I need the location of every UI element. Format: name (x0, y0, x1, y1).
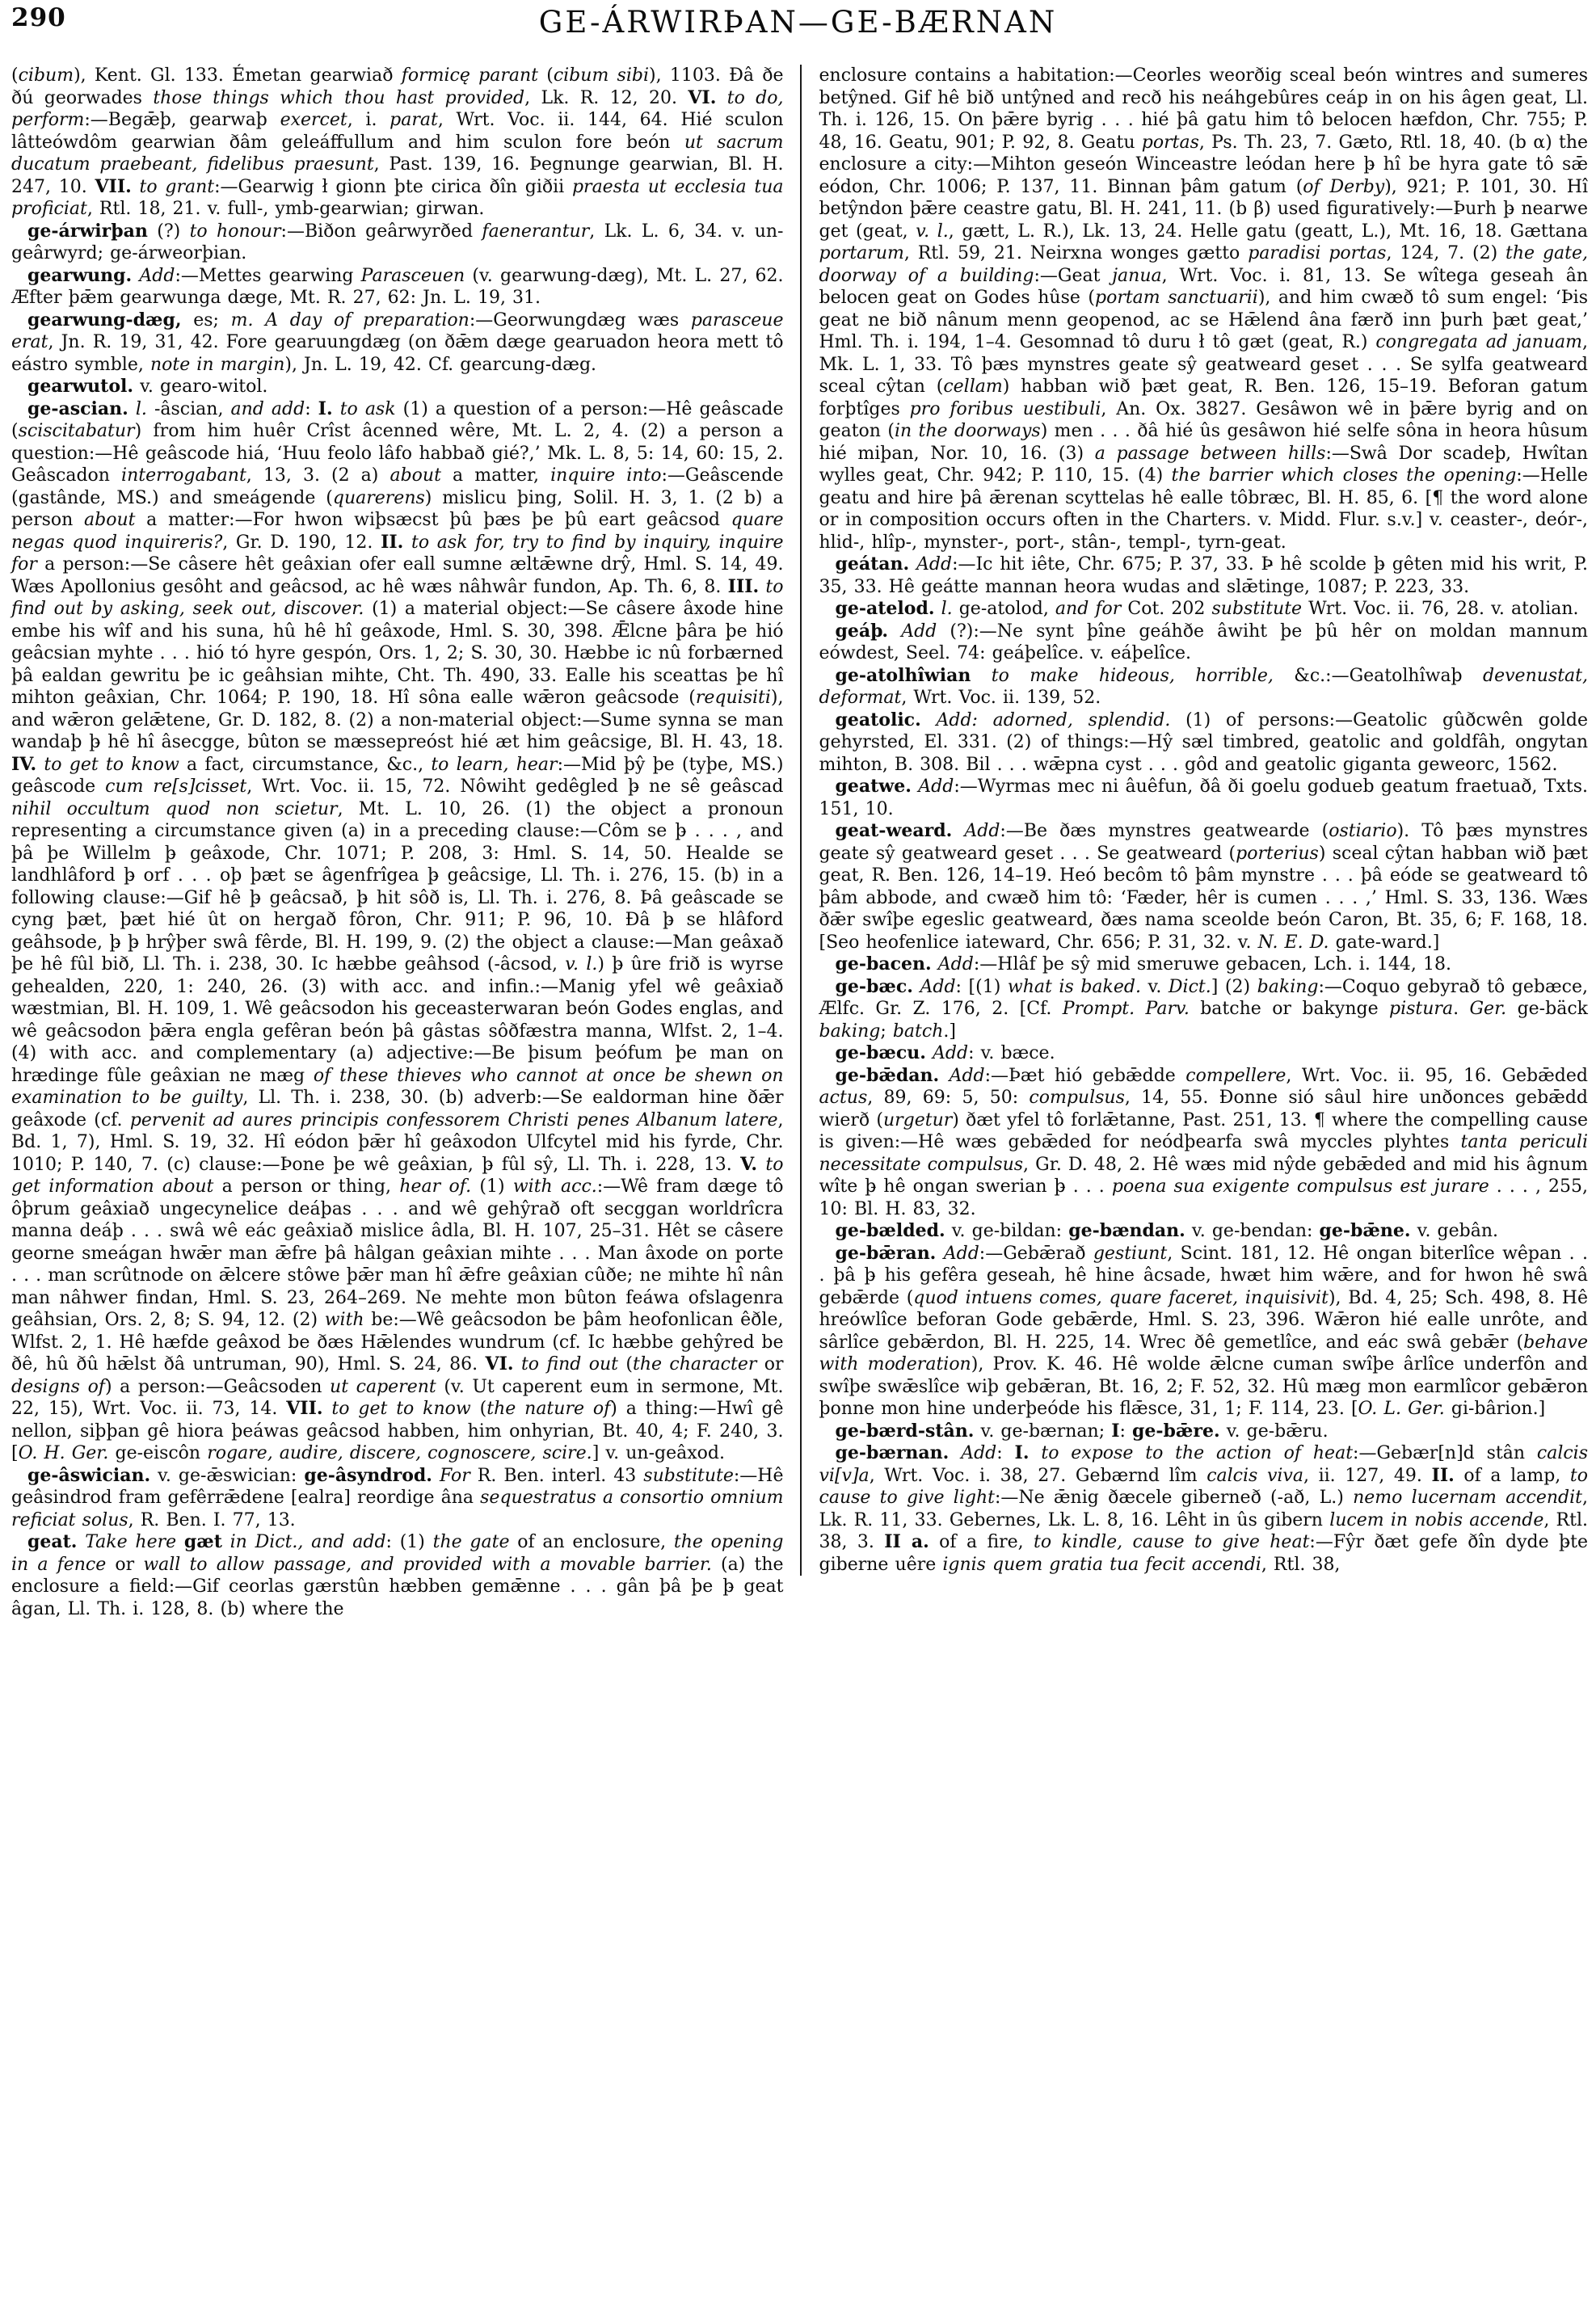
entry-paragraph: ge-bæcu. Add: v. bæce. (835, 1042, 1055, 1063)
entry-paragraph: ge-âswician. v. ge-ǣswician: ge-âsyndrod. For R. Ben. interl. 43 substitute:—Hê geâsindrod fram gefêrrǣdene [ealra] reordige âna sequestratus a consortio omnium reficiat solus, R. Ben. I. 77, 13. (11, 1464, 784, 1530)
entry-paragraph: geáþ. Add (?):—Ne synt þîne geáhðe âwiht þe þû hêr on moldan mannum eówdest, Seel. 74: geáþelîce. v. eáþelîce. (819, 620, 1589, 663)
text-columns (0, 57, 1596, 1620)
entry-paragraph: ge-bærd-stân. v. ge-bærnan; I: ge-bǣre. v. ge-bǣru. (835, 1420, 1329, 1442)
entry-paragraph: (cibum), Kent. Gl. 133. Émetan gearwiað formicę parant (cibum sibi), 1103. Ðâ ðe ðú georwades those things which thou hast provided, Lk. R. 12, 20. VI. to do, perform:—Begǣþ, gearwaþ exercet, i. parat, Wrt. Voc. ii. 144, 64. Hié sculon lâtteówdôm gearwian ðâm geleáffullum and him sculon fore beón ut sacrum ducatum praebeant, fidelibus praesunt, Past. 139, 16. Þegnunge gearwian, Bl. H. 247, 10. VII. to grant:—Gearwig ł gionn þte cirica ðîn giðii praesta ut ecclesia tua proficiat, Rtl. 18, 21. v. full-, ymb-gearwian; girwan. (11, 65, 784, 219)
entry-paragraph: geatolic. Add: adorned, splendid. (1) of persons:—Geatolic gûðcwên golde gehyrsted, El. 331. (2) of things:—Hŷ sæl timbred, geatolic and goldfâh, ongytan mihton, B. 308. Bil . . . wǣpna cyst . . . gôd and geatolic giganta geweorc, 1562. (819, 709, 1588, 775)
entry-paragraph: ge-bærnan. Add: I. to expose to the action of heat:—Gebær[n]d stân calcis vi[v]a, Wrt. Voc. i. 38, 27. Gebærnd lîm calcis viva, ii. 127, 49. II. of a lamp, to cause to give light:—Ne ǣnig ðæcele giberneð (-að, L.) nemo lucernam accendit, Lk. R. 11, 33. Gebernes, Lk. L. 8, 16. Lêht in ûs gibern lucem in nobis accende, Rtl. 38, 3. II a. of a fire, to kindle, cause to give heat:—Fŷr ðæt gefe ðîn dyde þ̵te giberne uêre ignis quem gratia tua fecit accendi, Rtl. 38, (819, 1442, 1588, 1575)
entry-paragraph: ge-bælded. v. ge-bildan: ge-bændan. v. ge-bendan: ge-bǣne. v. gebân. (835, 1220, 1498, 1241)
left-column (11, 65, 800, 1620)
entry-paragraph: ge-bæc. Add: [(1) what is baked. v. Dict.] (2) baking:—Coquo gebyrað tô gebæce, Ælfc. Gr. Z. 176, 2. [Cf. Prompt. Parv. batche or bakynge pistura. Ger. ge-bäck baking; batch.] (819, 975, 1588, 1042)
page-header (0, 0, 1596, 57)
entry-paragraph: enclosure contains a habitation:—Ceorles weorðig sceal beón wintres and sumeres betŷned. Gif hê bið untŷned and recð his neáhgebûres ceáp in on his âgen geat, Ll. Th. i. 126, 15. On þǣre byrig . . . hié þâ gatu him tô belocen hæfdon, Chr. 755; P. 48, 16. Geatu, 901; P. 92, 8. Geatu portas, Ps. Th. 23, 7. Gæto, Rtl. 18, 40. (b α) the enclosure a city:—Mihton geseón Winceastre leódan here þ̵ hî be hyra gate tô sǣ eódon, Chr. 1006; P. 137, 11. Binnan þâm gatum (of Derby), 921; P. 101, 30. Hî betŷndon þǣre ceastre gatu, Bl. H. 241, 11. (b β) used figuratively:—Þurh þ̵ nearwe get (geat, v. l., gætt, L. R.), Lk. 13, 24. Helle gatu (geatt, L.), Mt. 16, 18. Gættana portarum, Rtl. 59, 21. Neirxna wonges gætto paradisi portas, 124, 7. (2) the gate, doorway of a building:—Geat janua, Wrt. Voc. i. 81, 13. Se wîtega geseah ân belocen geat on Godes hûse (portam sanctuarii), and him cwæð tô sum engel: ‘Þis geat ne bið nânum menn geopenod, ac se Hǣlend âna færð inn þurh þæt geat,’ Hml. Th. i. 194, 1–4. Gesomnad tô duru ł tô gæt (geat, R.) congregata ad januam, Mk. L. 1, 33. Tô þæs mynstres geate sŷ geatweard geset . . . Se sylfa geatweard sceal cŷtan (cellam) habban wið þæt geat, R. Ben. 126, 15–19. Beforan gatum forþtîges pro foribus uestibuli, An. Ox. 3827. Gesâwon wê in þǣre byrig and on geaton (in the doorways) men . . . ðâ hié ûs gesâwon hié selfe sôna in heora hûsum hié miþan, Nor. 10, 16. (3) a passage between hills:—Swâ Dor scadeþ, Hwîtan wylles geat, Chr. 942; P. 110, 15. (4) the barrier which closes the opening:—Helle geatu and hire þâ ǣrenan scyttelas hê ealle tôbræc, Bl. H. 85, 6. [¶ the word alone or in composition occurs often in the Charters. v. Midd. Flur. s.v.] v. ceaster-, deór-, hlid-, hlîp-, mynster-, port-, stân-, templ-, tyrn-geat. (819, 65, 1589, 553)
page-title: GE-ÁRWIRÞAN—GE-BÆRNAN (538, 5, 1058, 40)
entry-paragraph: geatwe. Add:—Wyrmas mec ni âuêfun, ðâ ði goelu godueb geatum fraetuað, Txts. 151, 10. (819, 776, 1589, 819)
entry-paragraph: geat. Take here gæt in Dict., and add: (1) the gate of an enclosure, the opening in a fence or wall to allow passage, and provided with a movable barrier. (a) the enclosure a field:—Gif ceorlas gærstûn hæbben gemǣnne . . . gân þâ þe þ̵ geat âgan, Ll. Th. i. 128, 8. (b) where the (11, 1531, 784, 1619)
entry-paragraph: ge-atolhîwian to make hideous, horrible, &c.:—Geatolhîwaþ devenustat, deformat, Wrt. Voc. ii. 139, 52. (819, 664, 1588, 708)
page-number: 290 (11, 3, 66, 32)
right-column (800, 65, 1589, 1576)
entry-paragraph: gearwung-dæg, es; m. A day of preparation:—Georwungdæg wæs parasceue erat, Jn. R. 19, 31, 42. Fore gearuungdæg (on ðǣm dæge gearuadon heora mett tô eástro symble, note in margin), Jn. L. 19, 42. Cf. gearcung-dæg. (11, 309, 784, 375)
entry-paragraph: gearwung. Add:—Mettes gearwing Parasceuen (v. gearwung-dæg), Mt. L. 27, 62. Æfter þǣm gearwunga dæge, Mt. R. 27, 62: Jn. L. 19, 31. (11, 264, 784, 308)
entry-paragraph: ge-árwirþan (?) to honour:—Biðon geârwyrðed faenerantur, Lk. L. 6, 34. v. un-geârwyrd; ge-árweorþian. (11, 220, 784, 263)
entry-paragraph: gearwutol. v. gearo-witol. (27, 376, 268, 397)
entry-paragraph: geátan. Add:—Ic hit iête, Chr. 675; P. 37, 33. Þ̵ hê scolde þ̵ gêten mid his writ, P. 35, 33. Hê geátte mannan heora wudas and slǣtinge, 1087; P. 223, 33. (819, 554, 1588, 597)
entry-paragraph: ge-bǣdan. Add:—Þæt hió gebǣdde compellere, Wrt. Voc. ii. 95, 16. Gebǣded actus, 89, 69: 5, 50: compulsus, 14, 55. Ðonne sió sâul hire unðonces gebǣdd wierð (urgetur) ðæt yfel tô forlǣtanne, Past. 251, 13. ¶ where the compelling cause is given:—Hê wæs gebǣded for neódþearfa swâ myccles plyhtes tanta periculi necessitate compulsus, Gr. D. 48, 2. Hê wæs mid nŷde gebǣded and mid his âgnum wîte þ̵ hê ongan swerian þ̵ . . . poena sua exigente compulsus est jurare . . . , 255, 10: Bl. H. 83, 32. (819, 1064, 1589, 1219)
entry-paragraph: ge-bacen. Add:—Hlâf þe sŷ mid smeruwe gebacen, Lch. i. 144, 18. (835, 953, 1451, 974)
entry-paragraph: geat-weard. Add:—Be ðæs mynstres geatwearde (ostiario). Tô þæs mynstres geate sŷ geatweard geset . . . Se geatweard (porterius) sceal cŷtan habban wið þæt geat, R. Ben. 126, 14–19. Heó becôm tô þâm mynstre . . . þâ eóde se geatweard tô þâm abbode, and cwæð him tô: ‘Fæder, hêr is cumen . . . ,’ Hml. S. 33, 136. Wæs ðǣr swîþe egeslic geatweard, ðæs nama sceolde beón Caron, Bt. 35, 6; F. 168, 18. [Seo heofenlice iateward, Chr. 656; P. 31, 32. v. N. E. D. gate-ward.] (819, 820, 1588, 953)
entry-paragraph: ge-bǣran. Add:—Gebǣrað gestiunt, Scint. 181, 12. Hê ongan biterlîce wêpan . . . þâ þ̵ his gefêra geseah, hê hine âcsade, hwæt him wǣre, and for hwon hê swâ gebǣrde (quod intuens comes, quare faceret, inquisivit), Bd. 4, 25; Sch. 498, 8. Hê hreówlîce beforan Gode gebǣrde, Hml. S. 23, 396. Wǣron hié ealle unrôte, and sârlîce gebǣrdon, Bl. H. 225, 14. Wrec ðê gemetlîce, and eác swâ gebǣr (behave with moderation), Prov. K. 46. Hê wolde ǣlcne cuman swîþe ârlîce underfôn and swîþe swǣslîce wiþ gebǣran, Bt. 16, 2; F. 52, 32. Hû mæg mon earmlîcor gebǣron þonne mon hine underþeóde his flǣsce, 31, 1; F. 114, 23. [O. L. Ger. gi-bârion.] (819, 1242, 1589, 1419)
entry-paragraph: ge-atelod. l. ge-atolod, and for Cot. 202 substitute Wrt. Voc. ii. 76, 28. v. atolian. (835, 598, 1579, 619)
entry-paragraph: ge-ascian. l. -âscian, and add: I. to ask (1) a question of a person:—Hê geâscade (sciscitabatur) from him huêr Crîst âcenned wêre, Mt. L. 2, 4. (2) a person a question:—Hê geâscode hiá, ‘Huu feolo lâfo habbað gié?,’ Mk. L. 8, 5: 14, 60: 15, 2. Geâscadon interrogabant, 13, 3. (2 a) about a matter, inquire into:—Geâscende (gastânde, MS.) and smeágende (quarerens) mislicu þing, Solil. H. 3, 1. (2 b) a person about a matter:—For hwon wiþsæcst þû þæs þe þû eart geâcsod quare negas quod inquireris?, Gr. D. 190, 12. II. to ask for, try to find by inquiry, inquire for a person:—Se câsere hêt geâxian ofer eall sumne æltǣwne drŷ, Hml. S. 14, 49. Wæs Apollonius gesôht and geâcsod, ac hê wæs nâhwâr fundon, Ap. Th. 6, 8. III. to find out by asking, seek out, discover. (1) a material object:—Se câsere âxode hine embe his wîf and his suna, hû hê hî geâxode, Hml. S. 30, 398. Ǣlcne þâra þe hió geâcsian myhte . . . hió tó hyre gespón, Ors. 1, 2; S. 30, 30. Hæbbe ic nû forbærned þâ ealdan gewritu þe ic geâhsian mihte, Cht. Th. 490, 33. Ealle his sceattas þe hî mihton geâxian, Chr. 1064; P. 190, 18. Hî sôna ealle wǣron geâcsode (requisiti), and wǣron gelǣtene, Gr. D. 182, 8. (2) a non-material object:—Sume synna se man wandaþ þ̵ hê hî âsecgge, bûton se mæssepreóst hié æt him geâcsige, Bl. H. 43, 18. IV. to get to know a fact, circumstance, &c., to learn, hear:—Mid þŷ þe (tyþe, MS.) geâscode cum re[s]cisset, Wrt. Voc. ii. 15, 72. Nôwiht gedêgled þ̵ ne sê geâscad nihil occultum quod non scietur, Mt. L. 10, 26. (1) the object a pronoun representing a circumstance given (a) in a preceding clause:—Côm se þ̵ . . . , and þâ þe Willelm þ̵ geâxode, Chr. 1071; P. 208, 3: Hml. S. 14, 50. Healde se landhlâford þ̵ orf . . . oþ þæt se âgenfrîgea þ̵ geâcsige, Ll. Th. i. 276, 15. (b) in a following clause:—Gif hê þ̵ geâcsað, þ̵ hit sôð is, Ll. Th. i. 276, 8. Þâ geâscade se cyng þæt, þæt hié ût on hergað fôron, Chr. 911; P. 96, 10. Ðâ þ̵ se hlâford geâhsode, þ̵ þ̵ hrŷþer swâ fêrde, Bl. H. 199, 9. (2) the object a clause:—Man geâxað þe hê fûl bið, Ll. Th. i. 238, 30. Ic hæbbe geâhsod (-âcsod, v. l.) þ̵ ûre frið is wyrse gehealden, 220, 1: 240, 26. (3) with acc. and infin.:—Manig yfel wê geâxiað wæstmian, Bl. H. 109, 1. Wê geâcsodon his geceasterwaran beón Godes englas, and wê geâcsodon þǣra engla gefêran beón þâ gâstas sôðfæstra manna, Wlfst. 2, 1–4. (4) with acc. and complementary (a) adjective:—Be þisum þeófum þe man on hrædinge fûle geâxian ne mæg of these thieves who cannot at once be shewn on examination to be guilty, Ll. Th. i. 238, 30. (b) adverb:—Se ealdorman hine ðǣr geâxode (cf. pervenit ad aures principis confessorem Christi penes Albanum latere, Bd. 1, 7), Hml. S. 19, 32. Hî eódon þǣr hî geâxodon Ulfcytel mid his fyrde, Chr. 1010; P. 140, 7. (c) clause:—Þone þe wê geâxian, þ̵ fûl sŷ, Ll. Th. i. 228, 13. V. to get information about a person or thing, hear of. (1) with acc.:—Wê fram dæge tô ôþrum geâxiað ungecynelice deáþas . . . and wê gehŷrað oft secggan worldrîcra manna deáþ . . . swâ wê eác geâxiað mislice âdla, Bl. H. 107, 25–31. Hêt se câsere georne smeágan hwǣr man ǣfre þâ hâlgan geâxian mihte . . . Man âxode on porte . . . man scrûtnode on ǣlcere stôwe þǣr man hî ǣfre geâxian cûðe; ne mihte hî nân man nâhwer findan, Hml. S. 23, 264–269. Ne mehte mon bûton feáwa ofslagenra geâhsian, Ors. 2, 8; S. 94, 12. (2) with be:—Wê geâcsodon be þâm heofonlican êðle, Wlfst. 2, 1. Hê hæfde geâxod be ðæs Hǣlendes wundrum (cf. Ic hæbbe gehŷred be ðê, hû ðû hǣlst ðâ untruman, 90), Hml. S. 24, 86. VI. to find out (the character or designs of) a person:—Geâcsoden ut caperent (v. Ut caperent eum in sermone, Mt. 22, 15), Wrt. Voc. ii. 73, 14. VII. to get to know (the nature of) a thing:—Hwî gê nellon, siþþan gê hiora þeáwas geâcsod habben, him onhyrian, Bt. 40, 4; F. 240, 3. [O. H. Ger. ge-eiscôn rogare, audire, discere, cognoscere, scire.] v. un-geâxod. (11, 398, 784, 1463)
